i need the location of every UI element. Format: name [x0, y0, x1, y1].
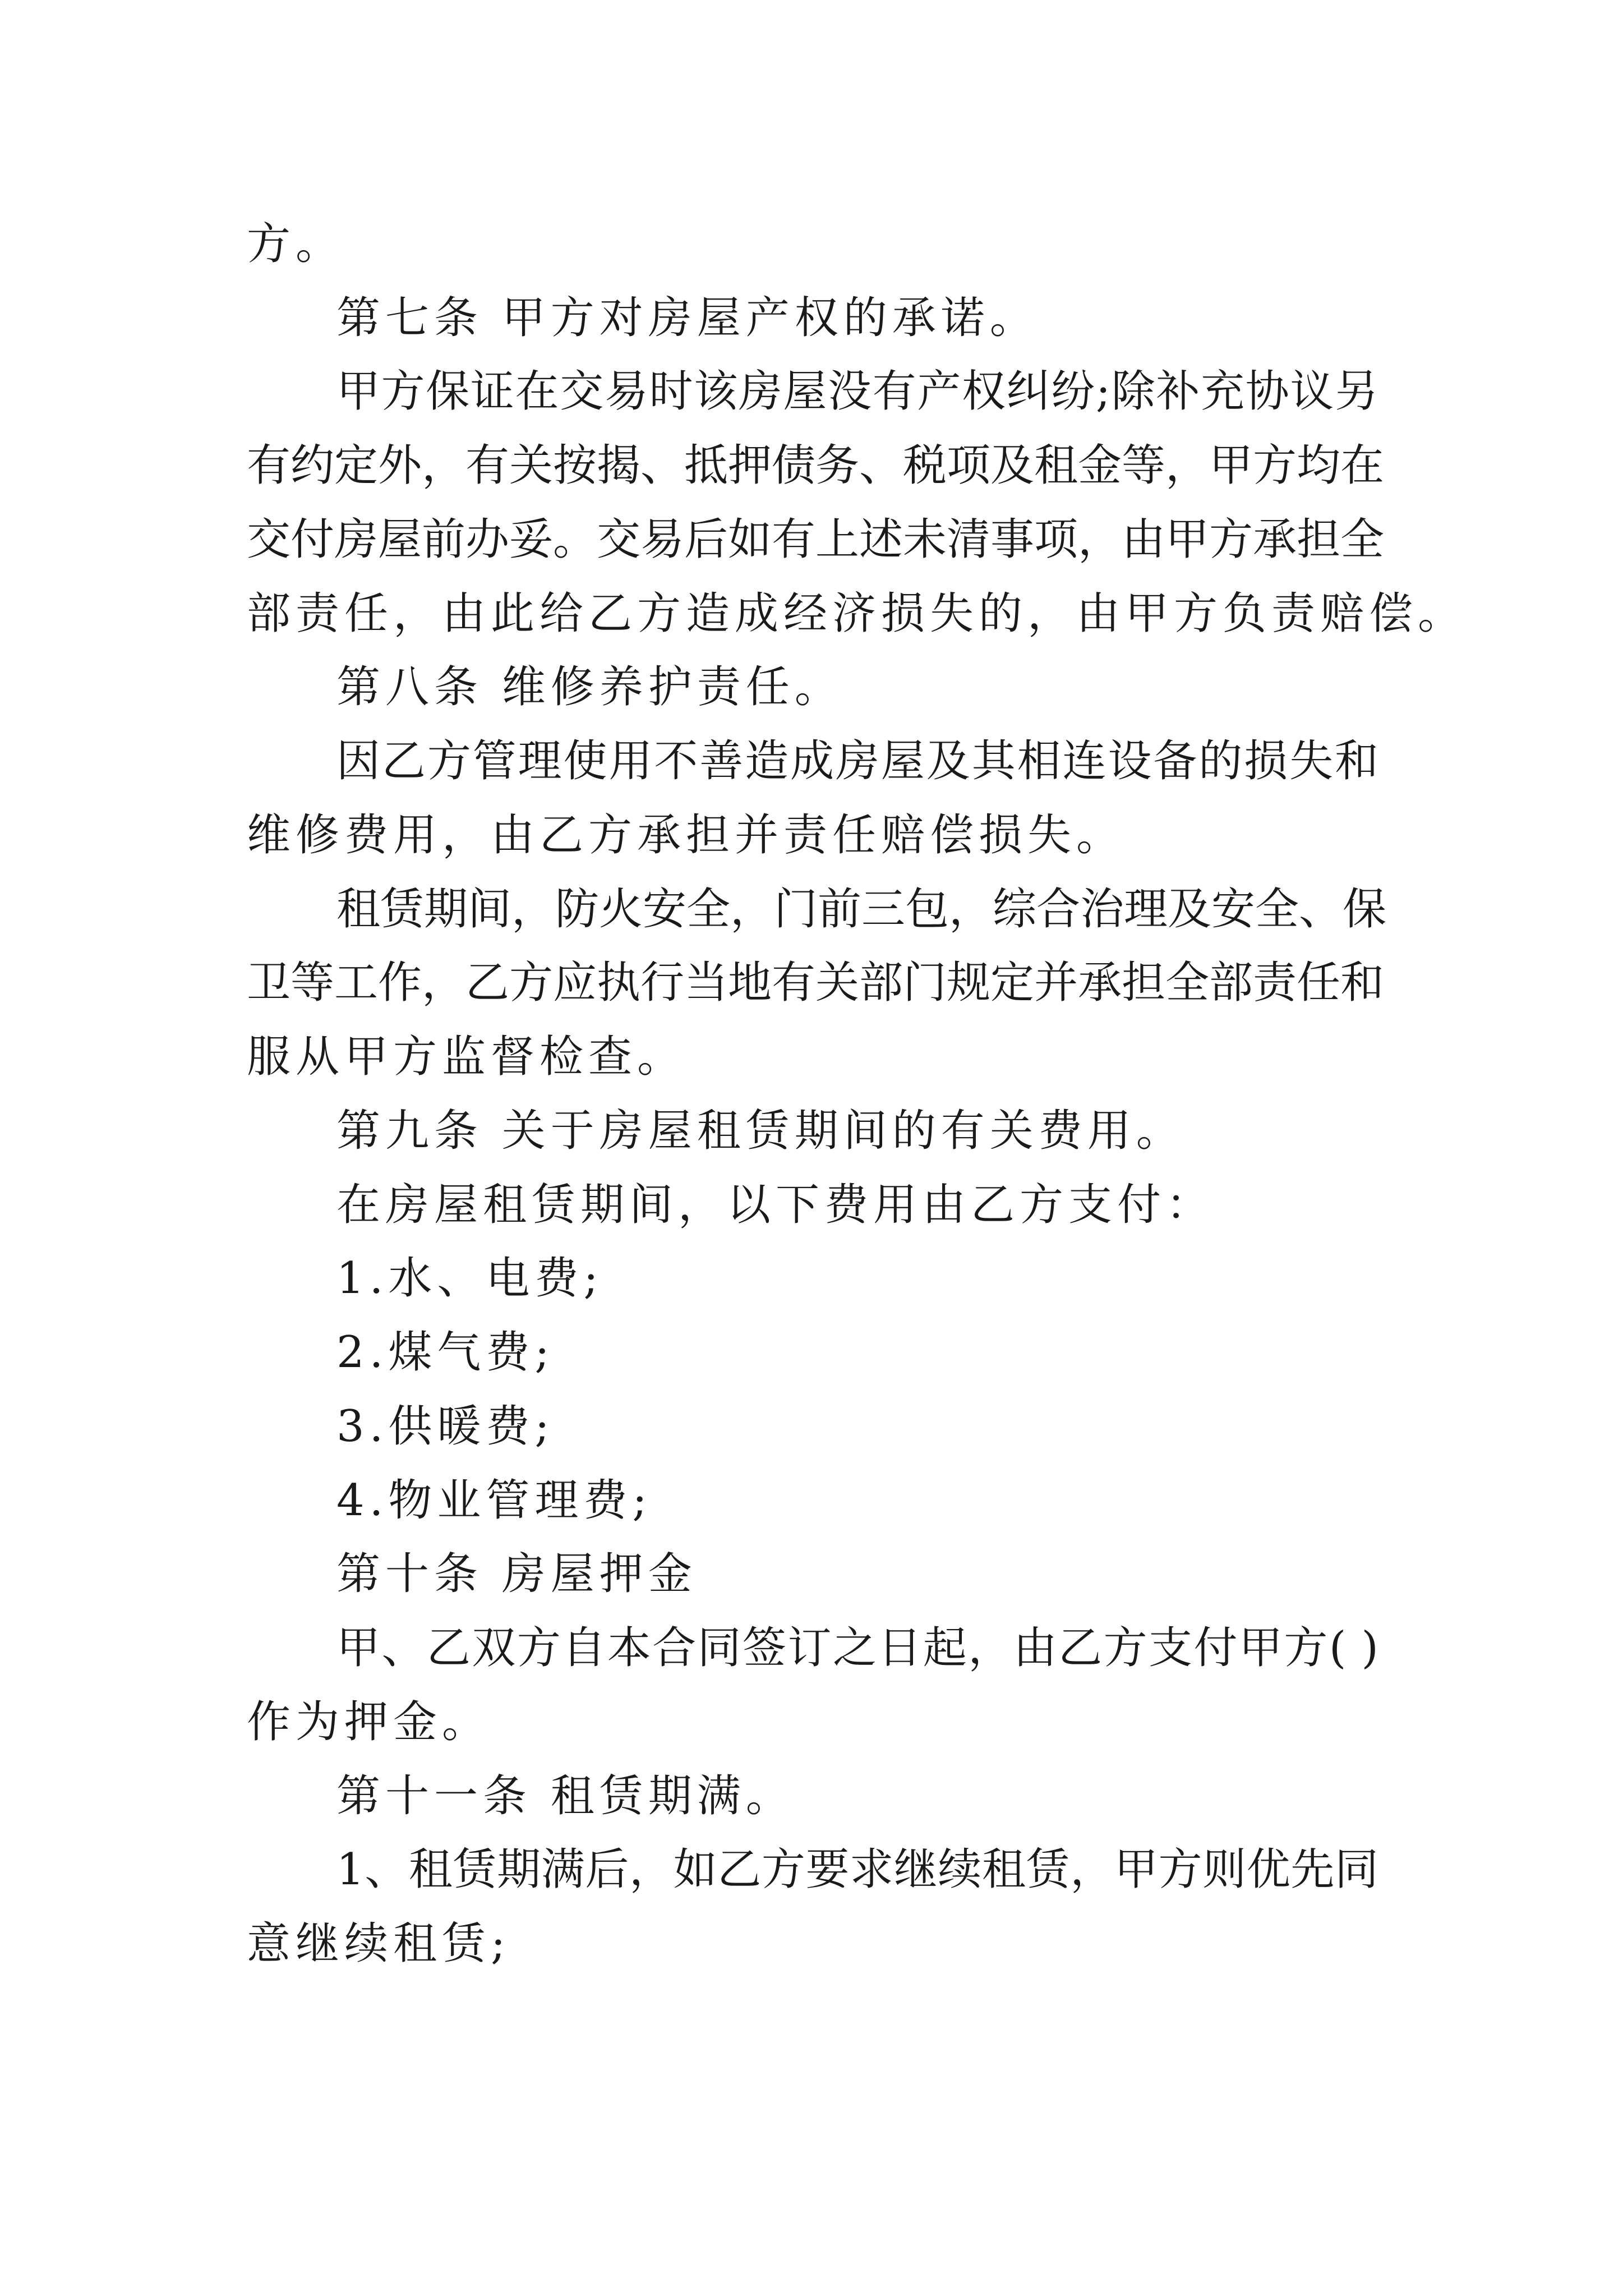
list-item: 1.水、电费;	[336, 1253, 603, 1304]
list-item: 2.煤气费;	[336, 1327, 555, 1378]
article-7-heading: 第七条 甲方对房屋产权的承诺。	[336, 293, 1039, 343]
article-7-body-line-4: 部责任，由此给乙方造成经济损失的，由甲方负责赔偿。	[247, 588, 1467, 639]
article-9-intro: 在房屋租赁期间，以下费用由乙方支付：	[336, 1180, 1215, 1230]
article-11-item-1-line-2: 意继续租赁;	[247, 1918, 511, 1969]
article-8-paragraph-2-line-2: 卫等工作，乙方应执行当地有关部门规定并承担全部责任和	[247, 958, 1385, 1008]
article-8-paragraph-2-line-3: 服从甲方监督检查。	[247, 1032, 686, 1082]
article-7-body-line-1: 甲方保证在交易时该房屋没有产权纠纷;除补充协议另	[336, 366, 1378, 417]
list-item: 4.物业管理费;	[336, 1475, 652, 1526]
article-10-body-line-2: 作为押金。	[247, 1697, 491, 1747]
article-8-body-line-1: 因乙方管理使用不善造成房屋及其相连设备的损失和	[336, 736, 1378, 786]
list-item: 3.供暖费;	[336, 1401, 555, 1452]
article-10-heading: 第十条 房屋押金	[336, 1549, 697, 1599]
paragraph-line-continuation: 方。	[247, 219, 345, 269]
article-11-heading: 第十一条 租赁期满。	[336, 1771, 795, 1821]
article-8-paragraph-2-line-1: 租赁期间，防火安全，门前三包，综合治理及安全、保	[336, 884, 1387, 935]
article-7-body-line-3: 交付房屋前办妥。交易后如有上述未清事项，由甲方承担全	[247, 514, 1385, 565]
article-7-body-line-2: 有约定外，有关按揭、抵押债务、税项及租金等，甲方均在	[247, 440, 1385, 491]
article-10-body-line-1: 甲、乙双方自本合同签订之日起，由乙方支付甲方( )	[336, 1623, 1378, 1673]
article-8-body-line-2: 维修费用，由乙方承担并责任赔偿损失。	[247, 810, 1126, 861]
article-11-item-1-line-1: 1、租赁期满后，如乙方要求继续租赁，甲方则优先同	[336, 1844, 1378, 1895]
article-9-heading: 第九条 关于房屋租赁期间的有关费用。	[336, 1106, 1185, 1156]
article-8-heading: 第八条 维修养护责任。	[336, 662, 843, 712]
